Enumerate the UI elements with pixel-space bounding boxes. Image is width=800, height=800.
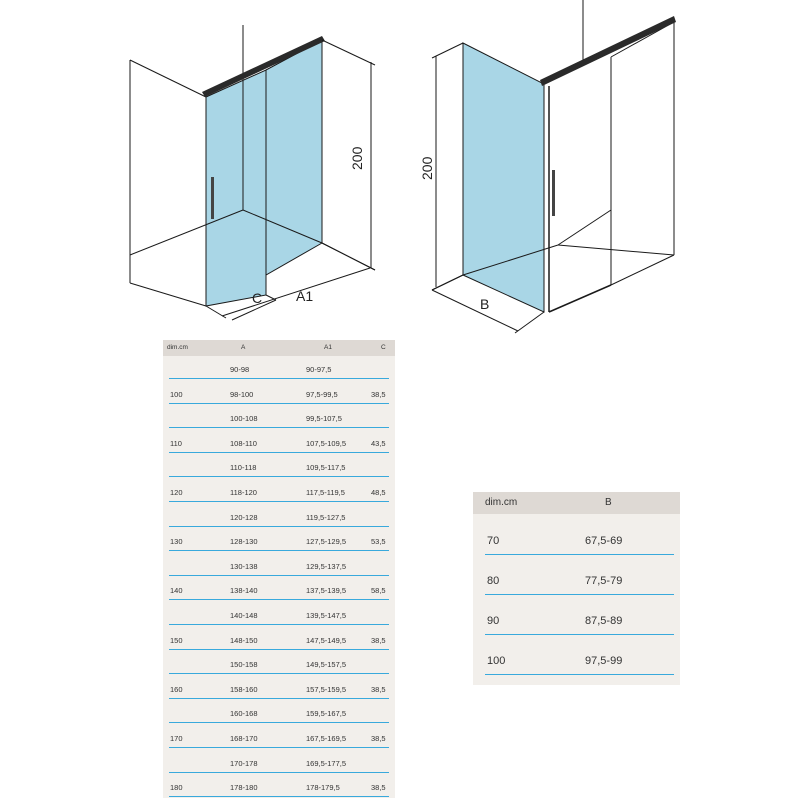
table-row [163,606,395,625]
cell-a1: 167,5-169,5 [306,734,347,743]
row-divider [169,427,389,428]
cell-a: 90-98 [230,365,250,374]
cell-b: 77,5-79 [585,575,623,587]
row-divider [169,526,389,527]
row-divider [485,594,674,595]
row-divider [169,476,389,477]
cell-dim: 150 [170,635,183,645]
table-row [163,581,395,600]
cell-a1: 159,5-167,5 [306,709,347,719]
cell-a1: 139,5-147,5 [306,611,347,620]
table-row [473,601,680,641]
cell-a: 118-120 [230,488,257,497]
table-row [163,434,395,453]
sliding-glass-panel [206,70,266,306]
row-divider [169,649,389,650]
row-divider [169,550,389,551]
table-row [163,409,395,428]
cell-dim: 110 [170,438,182,448]
cell-a1: 117,5-119,5 [306,488,345,497]
cell-a1: 178-179,5 [306,783,340,793]
row-divider [169,698,389,699]
cell-b: 87,5-89 [585,615,623,627]
table-row [163,557,395,576]
cell-a1: 99,5-107,5 [306,414,342,424]
table-a-header [163,340,395,356]
cell-c: 43,5 [371,438,386,448]
technical-drawings [0,0,800,335]
door-handle-right [552,170,555,216]
cell-a: 140-148 [230,611,258,620]
header-a1: A1 [324,344,332,351]
right-shower-drawing [419,0,676,333]
cell-a1: 127,5-129,5 [306,537,347,547]
cell-c: 58,5 [371,586,386,596]
cell-c: 48,5 [371,488,386,497]
table-row [473,641,680,681]
cell-a1: 129,5-137,5 [306,561,347,571]
height-label-right: 200 [419,156,435,180]
dimension-table-a [163,340,395,798]
cell-dim: 160 [170,684,183,694]
header-c: C [381,344,386,351]
cell-a: 158-160 [230,684,258,694]
header-dim-b: dim.cm [485,497,518,508]
cell-a1: 107,5-109,5 [306,438,347,448]
cell-a1: 137,5-139,5 [306,586,347,596]
dimension-table-b [473,492,680,685]
table-row [473,521,680,561]
table-b-header [473,492,680,514]
cell-dim: 180 [170,783,183,793]
cell-a: 130-138 [230,561,258,571]
table-row [163,704,395,723]
table-row [163,508,395,527]
table-row [163,532,395,551]
row-divider [169,378,389,379]
cell-c: 38,5 [371,635,386,645]
row-divider [169,673,389,674]
cell-a1: 149,5-157,5 [306,660,347,670]
table-row [163,483,395,502]
table-row [163,631,395,650]
table-row [163,360,395,379]
cell-dim: 140 [170,586,183,596]
cell-a: 150-158 [230,660,258,670]
cell-c: 38,5 [371,783,386,793]
row-divider [169,599,389,600]
cell-a1: 119,5-127,5 [306,512,346,522]
cell-b: 67,5-69 [585,535,623,547]
row-divider [169,575,389,576]
table-row [163,385,395,404]
header-b: B [605,497,612,508]
cell-a1: 97,5-99,5 [306,389,338,399]
table-row [163,729,395,748]
row-divider [169,772,389,773]
cell-a: 128-130 [230,537,258,547]
table-row [473,561,680,601]
left-shower-drawing [130,25,375,320]
cell-a1: 157,5-159,5 [306,684,347,694]
a1-label: A1 [296,288,314,304]
b-label: B [480,296,490,312]
cell-a1: 169,5-177,5 [306,758,347,768]
cell-dim: 80 [487,575,500,587]
cell-dim: 170 [170,734,183,743]
row-divider [485,634,674,635]
c-label: C [252,290,263,306]
cell-a: 100-108 [230,414,258,424]
cell-a1: 109,5-117,5 [306,463,346,473]
sliding-door-frame [549,86,611,312]
cell-dim: 100 [487,655,506,667]
cell-a: 108-110 [230,438,257,448]
cell-b: 97,5-99 [585,655,623,667]
table-row [163,655,395,674]
cell-a: 138-140 [230,586,258,596]
row-divider [485,674,674,675]
cell-a: 178-180 [230,783,258,793]
top-rail-right [540,16,676,86]
table-row [163,680,395,699]
header-dim: dim.cm [167,344,188,351]
cell-a: 160-168 [230,709,258,719]
door-handle [211,177,214,219]
table-row [163,778,395,797]
row-divider [169,452,389,453]
cell-dim: 70 [487,535,500,547]
row-divider [169,796,389,797]
table-row [163,754,395,773]
cell-c: 38,5 [371,734,386,743]
cell-a: 170-178 [230,758,258,768]
cell-c: 38,5 [371,684,386,694]
header-a: A [241,344,246,351]
row-divider [169,501,389,502]
cell-a: 148-150 [230,635,258,645]
cell-a: 120-128 [230,512,258,522]
height-label: 200 [349,146,365,170]
row-divider [169,747,389,748]
cell-dim: 90 [487,615,500,627]
cell-a: 110-118 [230,463,257,473]
row-divider [169,624,389,625]
cell-a: 168-170 [230,734,258,743]
table-row [163,458,395,477]
cell-dim: 130 [170,537,183,547]
row-divider [485,554,674,555]
row-divider [169,722,389,723]
cell-a1: 90-97,5 [306,365,332,374]
cell-dim: 120 [170,488,183,497]
height-dimension-right [432,43,463,290]
cell-c: 53,5 [371,537,386,547]
cell-a: 98-100 [230,389,254,399]
row-divider [169,403,389,404]
cell-a1: 147,5-149,5 [306,635,347,645]
cell-c: 38,5 [371,389,386,399]
cell-dim: 100 [170,389,183,399]
